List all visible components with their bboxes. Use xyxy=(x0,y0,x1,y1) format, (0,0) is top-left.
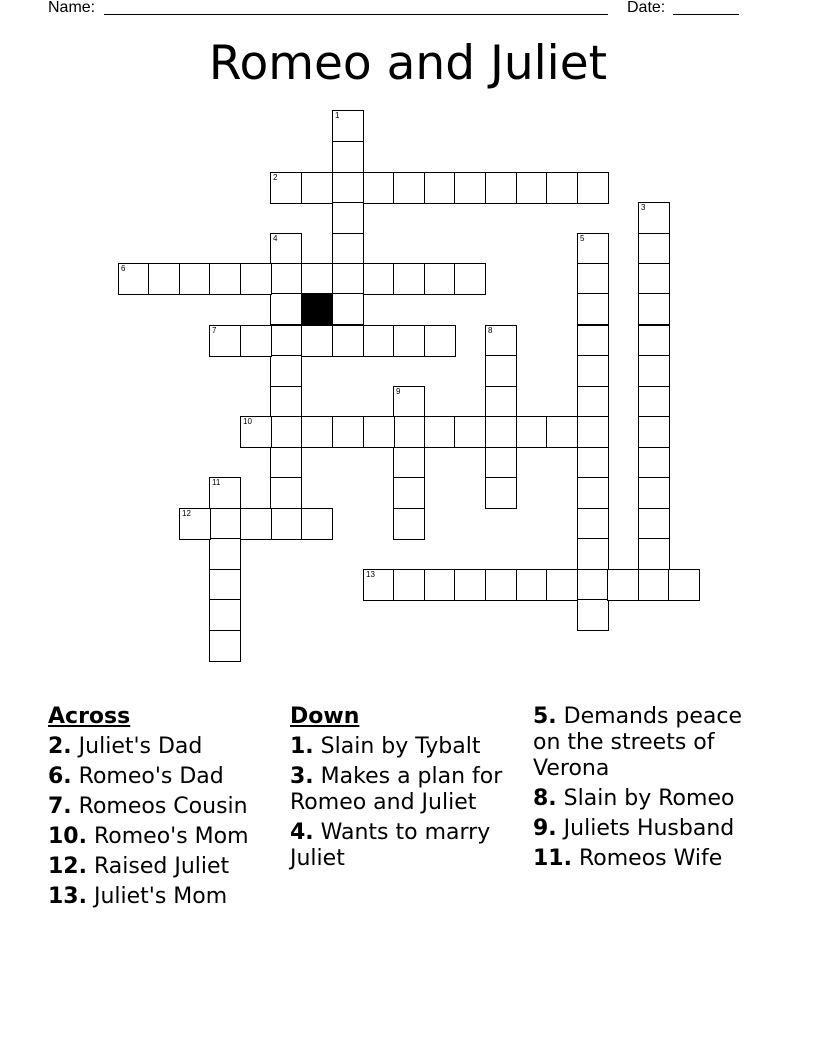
grid-cell[interactable] xyxy=(332,110,364,142)
grid-cell[interactable] xyxy=(393,172,425,204)
grid-cell[interactable] xyxy=(424,416,456,448)
grid-cell[interactable] xyxy=(485,386,517,418)
grid-cell[interactable] xyxy=(240,416,272,448)
down-heading: Down xyxy=(290,704,360,729)
grid-cell[interactable] xyxy=(270,416,302,448)
cell-number: 4 xyxy=(273,234,278,243)
clue-down: 4. Wants to marry Juliet xyxy=(290,820,491,871)
cell-number: 10 xyxy=(243,417,252,426)
grid-cell[interactable] xyxy=(393,325,425,357)
grid-cell[interactable] xyxy=(270,386,302,418)
clue-across: 10. Romeo's Mom xyxy=(48,824,249,849)
grid-cell[interactable] xyxy=(270,477,302,509)
grid-cell[interactable] xyxy=(270,233,302,265)
across-heading: Across xyxy=(48,704,131,729)
grid-cell[interactable] xyxy=(485,447,517,479)
grid-cell[interactable] xyxy=(607,569,639,601)
grid-block xyxy=(301,293,333,325)
grid-cell[interactable] xyxy=(577,172,609,204)
grid-cell[interactable] xyxy=(516,416,548,448)
grid-cell[interactable] xyxy=(363,172,395,204)
grid-cell[interactable] xyxy=(577,508,609,540)
grid-cell[interactable] xyxy=(638,447,670,479)
clue-down: 11. Romeos Wife xyxy=(533,846,723,871)
grid-cell[interactable] xyxy=(638,386,670,418)
grid-cell[interactable] xyxy=(393,477,425,509)
grid-cell[interactable] xyxy=(363,416,395,448)
grid-cell[interactable] xyxy=(454,416,486,448)
clue-down: 8. Slain by Romeo xyxy=(533,786,735,811)
clue-down: 1. Slain by Tybalt xyxy=(290,734,481,759)
grid-cell[interactable] xyxy=(363,569,395,601)
grid-cell[interactable] xyxy=(332,263,364,295)
grid-cell[interactable] xyxy=(577,447,609,479)
grid-cell[interactable] xyxy=(393,569,425,601)
clue-across: 7. Romeos Cousin xyxy=(48,794,248,819)
grid-cell[interactable] xyxy=(270,172,302,204)
grid-cell[interactable] xyxy=(638,355,670,387)
grid-cell[interactable] xyxy=(638,569,670,601)
grid-cell[interactable] xyxy=(638,325,670,357)
clue-down: 9. Juliets Husband xyxy=(533,816,735,841)
clue-across: 12. Raised Juliet xyxy=(48,854,230,879)
grid-cell[interactable] xyxy=(270,447,302,479)
grid-cell[interactable] xyxy=(577,355,609,387)
grid-cell[interactable] xyxy=(638,202,670,234)
clue-across: 13. Juliet's Mom xyxy=(48,884,228,909)
grid-cell[interactable] xyxy=(332,325,364,357)
down-clues xyxy=(290,704,516,876)
grid-cell[interactable] xyxy=(209,325,241,357)
cell-number: 6 xyxy=(121,264,126,273)
grid-cell[interactable] xyxy=(393,386,425,418)
cell-number: 5 xyxy=(580,234,585,243)
grid-cell[interactable] xyxy=(332,172,364,204)
grid-cell[interactable] xyxy=(485,325,517,357)
cell-number: 2 xyxy=(273,173,278,182)
cell-number: 3 xyxy=(641,203,646,212)
grid-cell[interactable] xyxy=(485,355,517,387)
grid-cell[interactable] xyxy=(301,416,333,448)
grid-cell[interactable] xyxy=(209,538,241,570)
grid-cell[interactable] xyxy=(485,416,517,448)
grid-cell[interactable] xyxy=(148,263,180,295)
grid-cell[interactable] xyxy=(485,172,517,204)
grid-cell[interactable] xyxy=(240,263,272,295)
date-label: Date: xyxy=(627,0,666,16)
grid-cell[interactable] xyxy=(577,599,609,631)
grid-cell[interactable] xyxy=(118,263,150,295)
grid-cell[interactable] xyxy=(424,325,456,357)
across-clues xyxy=(48,704,284,914)
cell-number: 12 xyxy=(182,509,191,518)
grid-cell[interactable] xyxy=(393,416,425,448)
grid-cell[interactable] xyxy=(577,263,609,295)
grid-cell[interactable] xyxy=(577,293,609,325)
clue-across: 6. Romeo's Dad xyxy=(48,764,224,789)
cell-number: 11 xyxy=(212,478,221,487)
cell-number: 1 xyxy=(335,111,340,120)
grid-cell[interactable] xyxy=(454,172,486,204)
grid-cell[interactable] xyxy=(546,416,578,448)
grid-cell[interactable] xyxy=(270,263,302,295)
grid-cell[interactable] xyxy=(577,386,609,418)
name-label: Name: xyxy=(48,0,96,16)
grid-cell[interactable] xyxy=(240,325,272,357)
grid-cell[interactable] xyxy=(393,447,425,479)
grid-cell[interactable] xyxy=(393,508,425,540)
grid-cell[interactable] xyxy=(209,508,241,540)
grid-cell[interactable] xyxy=(638,508,670,540)
grid-cell[interactable] xyxy=(638,477,670,509)
grid-cell[interactable] xyxy=(332,416,364,448)
clue-across: 2. Juliet's Dad xyxy=(48,734,203,759)
grid-cell[interactable] xyxy=(485,569,517,601)
grid-cell[interactable] xyxy=(454,569,486,601)
cell-number: 13 xyxy=(366,570,375,579)
grid-cell[interactable] xyxy=(577,416,609,448)
grid-cell[interactable] xyxy=(638,293,670,325)
grid-cell[interactable] xyxy=(546,172,578,204)
grid-cell[interactable] xyxy=(546,569,578,601)
grid-cell[interactable] xyxy=(209,630,241,662)
cell-number: 9 xyxy=(396,387,401,396)
grid-cell[interactable] xyxy=(270,355,302,387)
grid-cell[interactable] xyxy=(179,508,211,540)
grid-cell[interactable] xyxy=(393,263,425,295)
grid-cell[interactable] xyxy=(209,263,241,295)
clue-down: 3. Makes a plan for Romeo and Juliet xyxy=(290,764,503,815)
grid-cell[interactable] xyxy=(209,477,241,509)
grid-cell[interactable] xyxy=(179,263,211,295)
grid-cell[interactable] xyxy=(638,263,670,295)
grid-cell[interactable] xyxy=(454,263,486,295)
grid-cell[interactable] xyxy=(270,293,302,325)
grid-cell[interactable] xyxy=(516,172,548,204)
down-clues-continued xyxy=(533,704,759,876)
cell-number: 8 xyxy=(488,326,493,335)
grid-cell[interactable] xyxy=(332,202,364,234)
grid-cell[interactable] xyxy=(424,569,456,601)
page-title: Romeo and Juliet xyxy=(208,36,608,91)
grid-cell[interactable] xyxy=(638,416,670,448)
grid-cell[interactable] xyxy=(209,569,241,601)
grid-cell[interactable] xyxy=(270,508,302,540)
grid-cell[interactable] xyxy=(332,141,364,173)
cell-number: 7 xyxy=(212,326,217,335)
clue-down: 5. Demands peace on the streets of Verona xyxy=(533,704,743,781)
grid-cell[interactable] xyxy=(516,569,548,601)
grid-cell[interactable] xyxy=(577,569,609,601)
grid-cell[interactable] xyxy=(424,263,456,295)
grid-cell[interactable] xyxy=(485,477,517,509)
grid-cell[interactable] xyxy=(638,538,670,570)
grid-cell[interactable] xyxy=(301,172,333,204)
grid-cell[interactable] xyxy=(424,172,456,204)
grid-cell[interactable] xyxy=(301,263,333,295)
grid-cell[interactable] xyxy=(668,569,700,601)
grid-cell[interactable] xyxy=(363,263,395,295)
grid-cell[interactable] xyxy=(240,508,272,540)
grid-cell[interactable] xyxy=(577,477,609,509)
grid-cell[interactable] xyxy=(577,325,609,357)
grid-cell[interactable] xyxy=(638,233,670,265)
grid-cell[interactable] xyxy=(363,325,395,357)
grid-cell[interactable] xyxy=(577,233,609,265)
grid-cell[interactable] xyxy=(301,325,333,357)
grid-cell[interactable] xyxy=(332,293,364,325)
grid-cell[interactable] xyxy=(270,325,302,357)
grid-cell[interactable] xyxy=(577,538,609,570)
grid-cell[interactable] xyxy=(332,233,364,265)
grid-cell[interactable] xyxy=(209,599,241,631)
grid-cell[interactable] xyxy=(301,508,333,540)
